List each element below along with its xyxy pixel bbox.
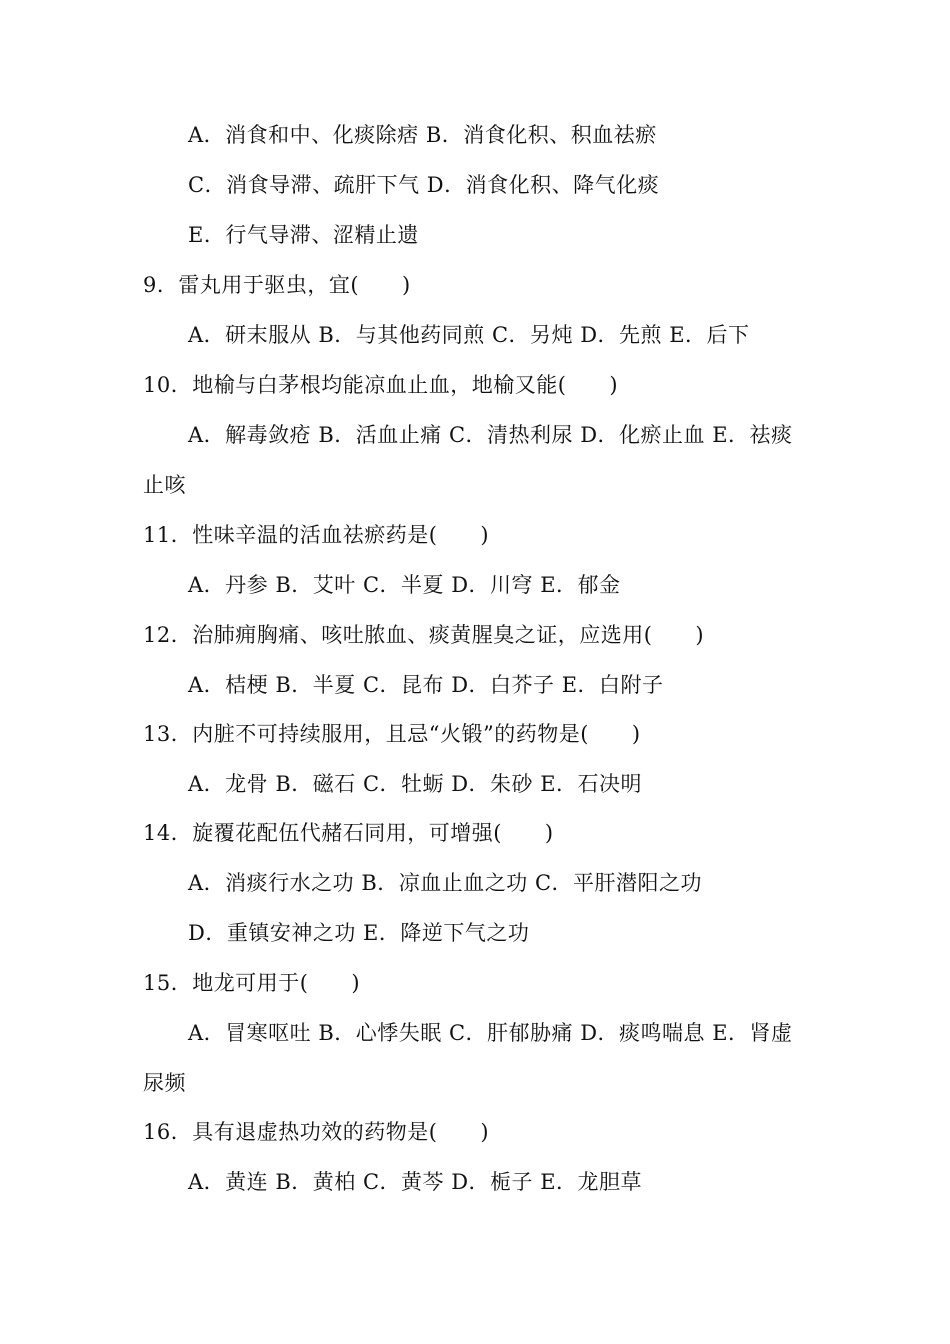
option-line: A．丹参 B．艾叶 C．半夏 D．川穹 E．郁金 [188,573,621,597]
option-line: A．解毒敛疮 B．活血止痛 C．清热利尿 D．化瘀止血 E．祛痰 [188,423,793,447]
question-13: 13．内脏不可持续服用，且忌“火锻”的药物是( ) [143,722,641,746]
option-line: A．消食和中、化痰除痞 B．消食化积、积血祛瘀 [188,123,657,147]
question-14: 14．旋覆花配伍代赭石同用，可增强( ) [143,821,554,845]
option-line: D．重镇安神之功 E．降逆下气之功 [188,921,530,945]
option-line: A．研末服从 B．与其他药同煎 C．另炖 D．先煎 E．后下 [188,323,750,347]
continuation-line: 止咳 [143,473,186,497]
option-line: A．消痰行水之功 B．凉血止血之功 C．平肝潜阳之功 [188,871,703,895]
question-10: 10．地榆与白茅根均能凉血止血，地榆又能( ) [143,373,619,397]
question-9: 9．雷丸用于驱虫，宜( ) [143,273,411,297]
option-line: A．冒寒呕吐 B．心悸失眠 C．肝郁胁痛 D．痰鸣喘息 E．肾虚 [188,1021,793,1045]
question-12: 12．治肺痈胸痛、咳吐脓血、痰黄腥臭之证，应选用( ) [143,623,705,647]
continuation-line: 尿频 [143,1071,186,1095]
question-16: 16．具有退虚热功效的药物是( ) [143,1120,490,1144]
option-line: C．消食导滞、疏肝下气 D．消食化积、降气化痰 [188,173,660,197]
option-line: E．行气导滞、涩精止遗 [188,223,419,247]
option-line: A．黄连 B．黄柏 C．黄芩 D．栀子 E．龙胆草 [188,1170,643,1194]
question-11: 11．性味辛温的活血祛瘀药是( ) [143,523,490,547]
question-15: 15．地龙可用于( ) [143,971,361,995]
option-line: A．龙骨 B．磁石 C．牡蛎 D．朱砂 E．石决明 [188,772,643,796]
option-line: A．桔梗 B．半夏 C．昆布 D．白芥子 E．白附子 [188,673,664,697]
